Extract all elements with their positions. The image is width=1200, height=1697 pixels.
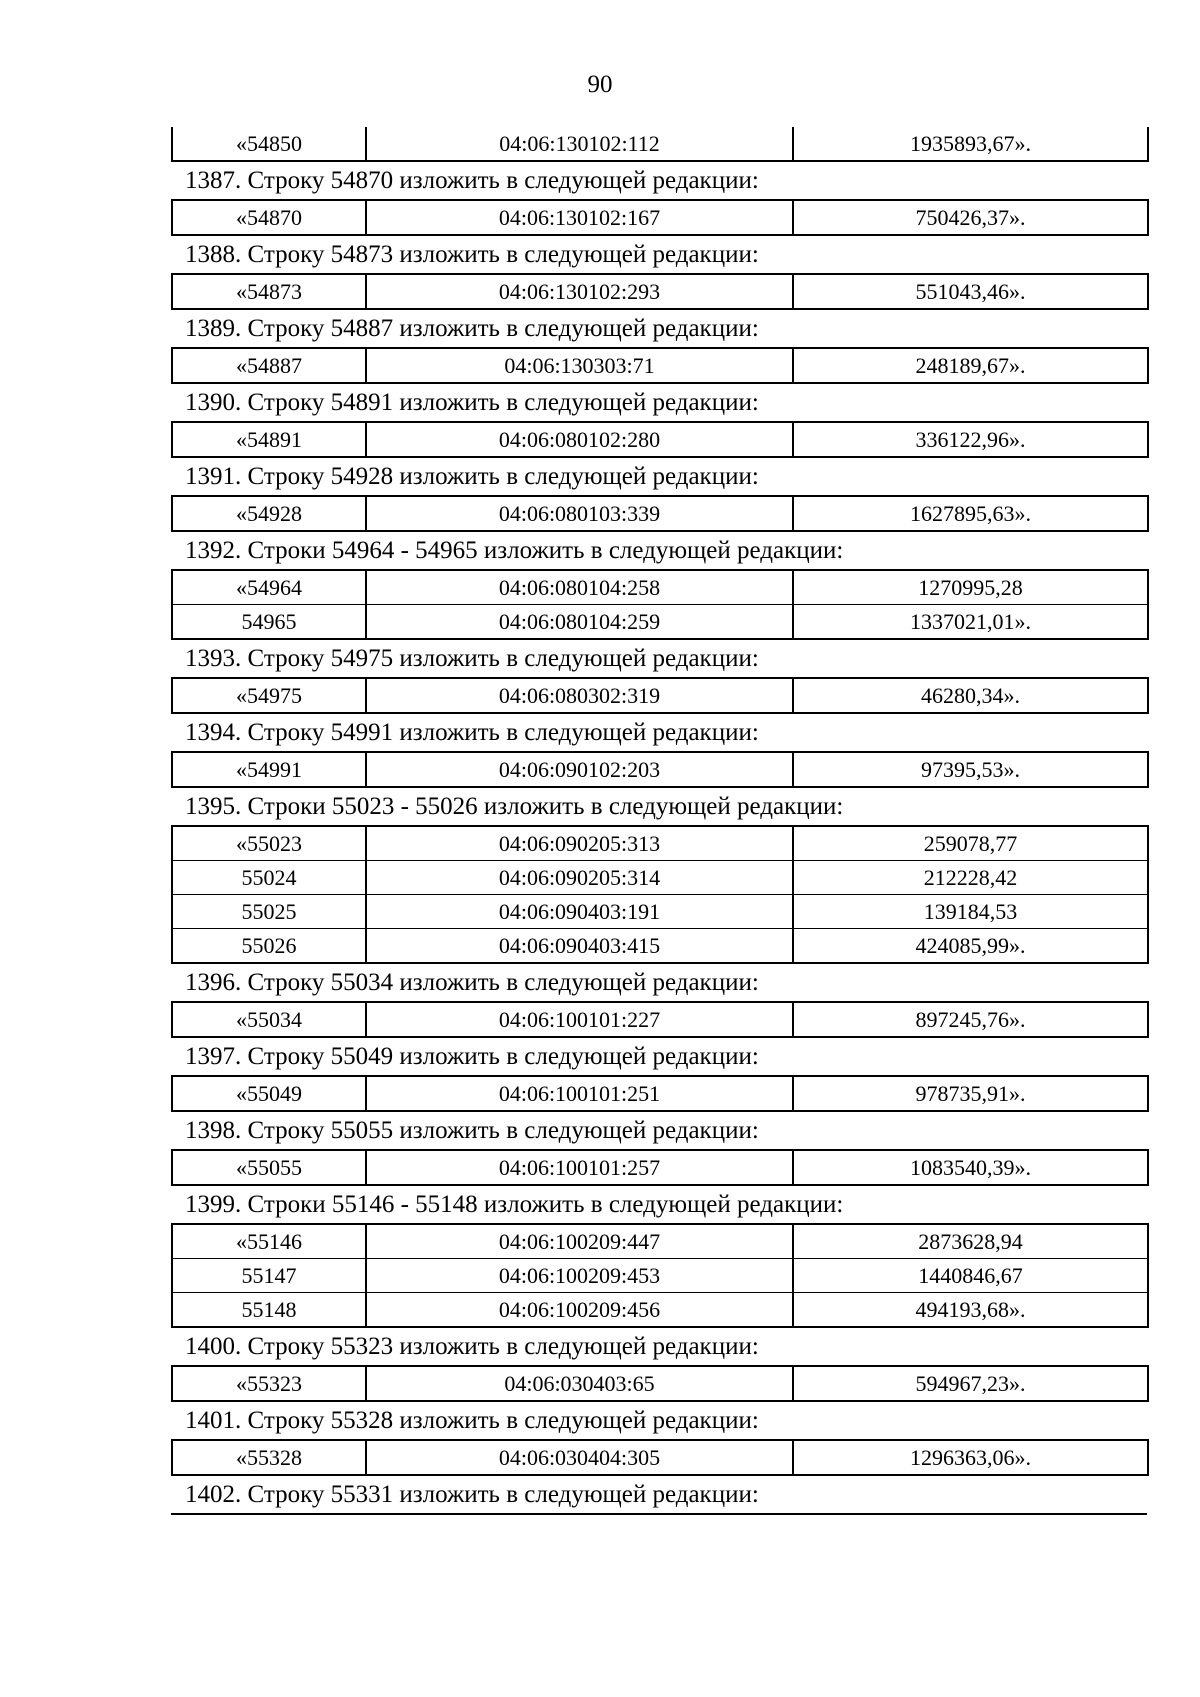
value-cell: 978735,91». (793, 1076, 1148, 1111)
cadastral-number-cell: 04:06:030403:65 (366, 1366, 793, 1401)
data-table (171, 127, 1149, 162)
amendment-heading: 1393. Строку 54975 изложить в следующей редакции: (185, 645, 759, 672)
amendment-heading: 1400. Строку 55323 изложить в следующей редакции: (185, 1333, 759, 1360)
value-cell: 248189,67». (793, 348, 1148, 383)
value-cell: 551043,46». (793, 274, 1148, 309)
table-row (172, 861, 1148, 895)
amendment-heading: 1388. Строку 54873 изложить в следующей редакции: (185, 241, 759, 268)
amendment-heading: 1399. Строки 55146 - 55148 изложить в следующей редакции: (185, 1191, 844, 1218)
cadastral-number-cell: 04:06:080104:258 (366, 570, 793, 605)
cadastral-number-cell: 04:06:130102:293 (366, 274, 793, 309)
value-cell: 494193,68». (793, 1293, 1148, 1328)
row-number-cell: «54887 (236, 353, 302, 378)
amendment-heading: 1402. Строку 55331 изложить в следующей редакции: (171, 1476, 1147, 1515)
value-cell: 1083540,39». (793, 1150, 1148, 1185)
cadastral-number-cell: 04:06:090403:191 (366, 895, 793, 929)
cadastral-number-cell: 04:06:100209:453 (366, 1259, 793, 1293)
table-row (172, 1293, 1148, 1328)
value-cell: 1440846,67 (793, 1259, 1148, 1293)
value-cell: 897245,76». (793, 1002, 1148, 1037)
amendment-heading: 1394. Строку 54991 изложить в следующей редакции: (185, 719, 759, 746)
table-row (172, 274, 1148, 309)
table-row (172, 895, 1148, 929)
table-row (172, 605, 1148, 640)
cadastral-number-cell: 04:06:100101:251 (366, 1076, 793, 1111)
table-row (172, 496, 1148, 531)
row-number-cell: «55034 (236, 1007, 302, 1032)
row-number-cell: 55147 (172, 1259, 366, 1293)
cadastral-number-cell: 04:06:090403:415 (366, 929, 793, 964)
amendment-heading: 1390. Строку 54891 изложить в следующей редакции: (185, 389, 759, 416)
row-number-cell: «55055 (236, 1155, 302, 1180)
table-row (172, 127, 1148, 161)
row-number-cell: «55146 (172, 1224, 366, 1259)
table-row (172, 826, 1148, 861)
continued-table (171, 127, 1147, 162)
table-row (172, 1440, 1148, 1475)
data-table (171, 1223, 1149, 1328)
data-table (171, 273, 1149, 310)
value-cell: 1935893,67». (793, 127, 1148, 161)
row-number-cell: «54873 (236, 279, 302, 304)
data-table (171, 677, 1149, 714)
row-number-cell: «55023 (172, 826, 366, 861)
cadastral-number-cell: 04:06:130102:112 (366, 127, 793, 161)
table-row (172, 348, 1148, 383)
table-row (172, 570, 1148, 605)
data-table (171, 1439, 1149, 1476)
data-table (171, 751, 1149, 788)
amendment-heading: 1395. Строки 55023 - 55026 изложить в следующей редакции: (185, 793, 844, 820)
amendment-heading: 1398. Строку 55055 изложить в следующей редакции: (185, 1117, 759, 1144)
value-cell: 1296363,06». (793, 1440, 1148, 1475)
cadastral-number-cell: 04:06:080102:280 (366, 422, 793, 457)
value-cell: 336122,96». (793, 422, 1148, 457)
cadastral-number-cell: 04:06:080103:339 (366, 496, 793, 531)
row-number-cell: «55328 (236, 1445, 302, 1470)
cadastral-number-cell: 04:06:100209:447 (366, 1224, 793, 1259)
cadastral-number-cell: 04:06:130303:71 (366, 348, 793, 383)
cadastral-number-cell: 04:06:080104:259 (366, 605, 793, 640)
value-cell: 2873628,94 (793, 1224, 1148, 1259)
table-row (172, 1224, 1148, 1259)
table-row (172, 1259, 1148, 1293)
cadastral-number-cell: 04:06:100101:257 (366, 1150, 793, 1185)
cadastral-number-cell: 04:06:030404:305 (366, 1440, 793, 1475)
row-number-cell: 55024 (172, 861, 366, 895)
data-table (171, 347, 1149, 384)
value-cell: 212228,42 (793, 861, 1148, 895)
data-table (171, 825, 1149, 964)
value-cell: 1627895,63». (793, 496, 1148, 531)
document-body (171, 127, 1147, 1515)
value-cell: 259078,77 (793, 826, 1148, 861)
row-number-cell: «54975 (236, 683, 302, 708)
amendment-heading: 1392. Строки 54964 - 54965 изложить в следующей редакции: (185, 537, 844, 564)
cadastral-number-cell: 04:06:090205:314 (366, 861, 793, 895)
cadastral-number-cell: 04:06:100101:227 (366, 1002, 793, 1037)
amendment-heading: 1389. Строку 54887 изложить в следующей редакции: (185, 315, 759, 342)
amendment-heading: 1391. Строку 54928 изложить в следующей редакции: (185, 463, 759, 490)
row-number-cell: 55025 (172, 895, 366, 929)
cadastral-number-cell: 04:06:100209:456 (366, 1293, 793, 1328)
row-number-cell: «54870 (236, 205, 302, 230)
table-row (172, 1150, 1148, 1185)
value-cell: 1337021,01». (793, 605, 1148, 640)
cadastral-number-cell: 04:06:090102:203 (366, 752, 793, 787)
data-table (171, 1075, 1149, 1112)
table-row (172, 422, 1148, 457)
value-cell: 46280,34». (793, 678, 1148, 713)
table-row (172, 1366, 1148, 1401)
table-row (172, 1002, 1148, 1037)
amendment-heading: 1401. Строку 55328 изложить в следующей редакции: (185, 1407, 759, 1434)
cadastral-number-cell: 04:06:090205:313 (366, 826, 793, 861)
value-cell: 594967,23». (793, 1366, 1148, 1401)
row-number-cell: «54991 (236, 757, 302, 782)
row-number-cell: «54928 (236, 501, 302, 526)
cadastral-number-cell: 04:06:130102:167 (366, 200, 793, 235)
data-table (171, 199, 1149, 236)
table-row (172, 752, 1148, 787)
row-number-cell: 55026 (241, 933, 297, 958)
value-cell: 139184,53 (793, 895, 1148, 929)
value-cell: 424085,99». (793, 929, 1148, 964)
value-cell: 97395,53». (793, 752, 1148, 787)
data-table (171, 1149, 1149, 1186)
data-table (171, 1365, 1149, 1402)
amendment-heading: 1397. Строку 55049 изложить в следующей редакции: (185, 1043, 759, 1070)
value-cell: 1270995,28 (793, 570, 1148, 605)
cadastral-number-cell: 04:06:080302:319 (366, 678, 793, 713)
row-number-cell: «54964 (172, 570, 366, 605)
row-number-cell: 55148 (241, 1297, 297, 1322)
table-row (172, 1076, 1148, 1111)
page-number: 90 (587, 71, 613, 98)
row-number-cell: «55049 (236, 1081, 302, 1106)
table-row (172, 678, 1148, 713)
data-table (171, 569, 1149, 640)
amendment-heading: 1387. Строку 54870 изложить в следующей редакции: (185, 167, 759, 194)
table-row (172, 200, 1148, 235)
value-cell: 750426,37». (793, 200, 1148, 235)
data-table (171, 1001, 1149, 1038)
row-number-cell: «54850 (236, 131, 302, 156)
row-number-cell: «54891 (236, 427, 302, 452)
data-table (171, 421, 1149, 458)
amendment-heading: 1396. Строку 55034 изложить в следующей редакции: (185, 969, 759, 996)
data-table (171, 495, 1149, 532)
row-number-cell: «55323 (236, 1371, 302, 1396)
table-row (172, 929, 1148, 964)
row-number-cell: 54965 (241, 609, 297, 634)
